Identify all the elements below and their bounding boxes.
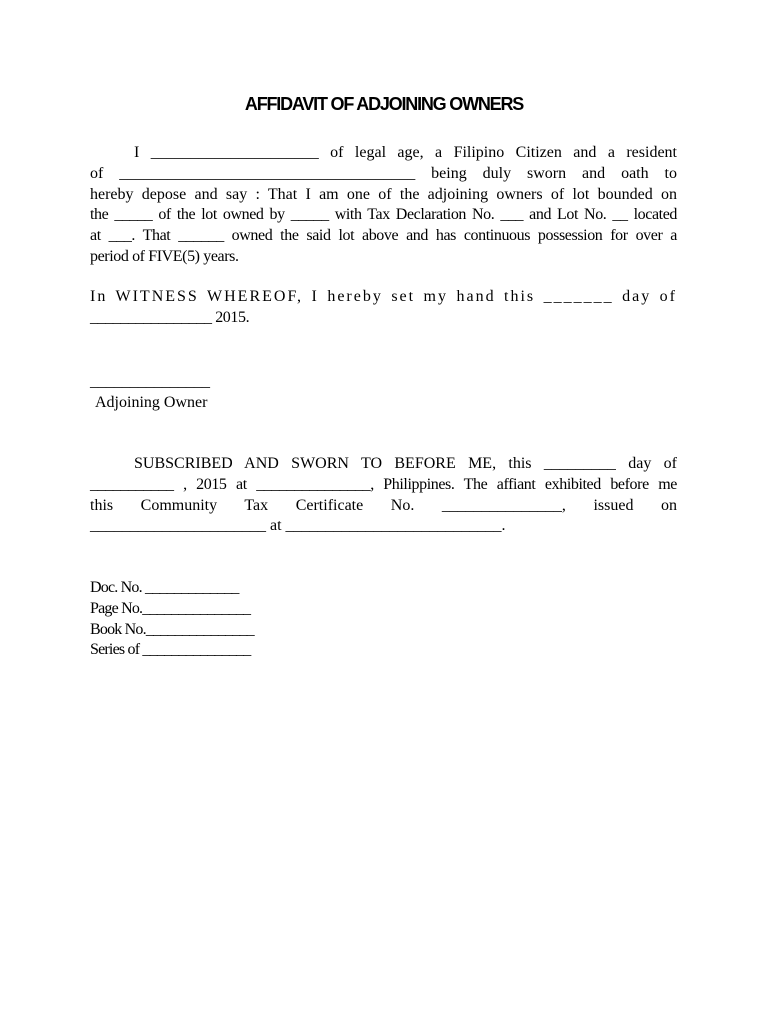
paragraph-line: In WITNESS WHEREOF, I hereby set my hand this _______ day of [90, 288, 677, 305]
series-of-line: Series of _______________ [90, 641, 251, 659]
notarial-register [90, 578, 677, 661]
signature-label: Adjoining Owner [95, 393, 208, 411]
paragraph-witness [90, 287, 677, 329]
paragraph-line: the _____ of the lot owned by _____ with Tax Declaration No. ___ and Lot No. __ located [90, 206, 677, 224]
paragraph-line: ________________ 2015. [90, 308, 250, 326]
signature-line: _______________ [90, 373, 210, 390]
paragraph-line: ___________ , 2015 at _______________, Philippines. The affiant exhibited before me [90, 475, 677, 493]
paragraph-line: hereby depose and say : That I am one of the adjoining owners of lot bounded on [90, 185, 677, 203]
signature-block [90, 372, 677, 414]
paragraph-line: this Community Tax Certificate No. _______________, issued on [90, 496, 677, 514]
book-no-line: Book No._______________ [90, 620, 254, 638]
page-no-line: Page No._______________ [90, 599, 251, 617]
paragraph-line: I _____________________ of legal age, a Filipino Citizen and a resident [134, 144, 677, 161]
paragraph-jurat [90, 454, 677, 537]
paragraph-line: at ___. That ______ owned the said lot above and has continuous possession for over a [90, 227, 677, 245]
paragraph-declaration [90, 143, 677, 268]
paragraph-line: of _____________________________________ being duly sworn and oath to [90, 164, 677, 182]
paragraph-line: SUBSCRIBED AND SWORN TO BEFORE ME, this _________ day of [134, 455, 677, 472]
paragraph-line: period of FIVE(5) years. [90, 247, 239, 265]
document-title: AFFIDAVIT OF ADJOINING OWNERS [244, 94, 524, 114]
paragraph-line: ______________________ at ___________________________. [90, 517, 506, 535]
doc-no-line: Doc. No. _____________ [90, 579, 239, 596]
